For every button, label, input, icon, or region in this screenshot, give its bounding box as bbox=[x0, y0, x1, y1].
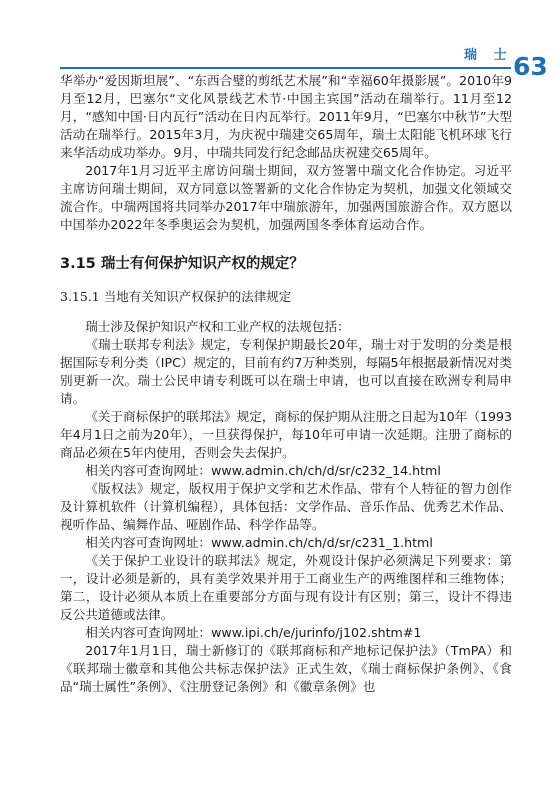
paragraph-design-url: 相关内容可查询网址：www.ipi.ch/e/jurinfo/j102.shtm#1 bbox=[85, 625, 422, 640]
paragraph-trademark-law: 《关于商标保护的联邦法》规定，商标的保护期从注册之日起为10年（1993年4月1日之前为20年），一旦获得保护，每10年可申请一次延期。注册了商标的商品必须在5年内使用，否则会失去保护。 bbox=[60, 409, 512, 460]
page-body bbox=[60, 72, 512, 696]
page-number: 63 bbox=[513, 52, 548, 81]
paragraph-cultural-agreement: 2017年1月习近平主席访问瑞士期间，双方签署中瑞文化合作协定。习近平主席访问瑞士期间，双方同意以签署新的文化合作协定为契机，加强文化领域交流合作。中瑞两国将共同举办2017年中瑞旅游年，加强两国旅游合作。双方愿以中国举办2022年冬季奥运会为契机，加强两国冬季体育运动合作。 bbox=[60, 163, 512, 232]
paragraph-trademark-url: 相关内容可查询网址：www.admin.ch/ch/d/sr/c232_14.html bbox=[85, 463, 441, 478]
header-divider bbox=[60, 67, 511, 69]
section-title: 3.15 瑞士有何保护知识产权的规定？ bbox=[60, 256, 304, 272]
paragraph-cultural-events: 华举办“爱因斯坦展”、“东西合璧的剪纸艺术展”和“幸福60年摄影展”。2010年9月至12月，巴塞尔“文化风景线艺术节·中国主宾国”活动在瑞举行。11月至12月，“感知中国·日内瓦行”活动在日内瓦举行。2011年9月，“巴塞尔中秋节”大型活动在瑞举行。2015年3月，为庆祝中瑞建交65周年，瑞士太阳能飞机环球飞行来华活动成功举办。9月，中瑞共同发行纪念邮品庆祝建交65周年。 bbox=[60, 73, 512, 160]
paragraph-copyright-url: 相关内容可查询网址：www.admin.ch/ch/d/sr/c231_1.html bbox=[85, 535, 433, 550]
paragraph-intro: 瑞士涉及保护知识产权和工业产权的法规包括： bbox=[85, 319, 350, 334]
paragraph-design-law: 《关于保护工业设计的联邦法》规定，外观设计保护必须满足下列要求：第一，设计必须是新的，具有美学效果并用于工商业生产的两维图样和三维物体；第二，设计必须从本质上在重要部分方面与现有设计有区别；第三，设计不得违反公共道德或法律。 bbox=[60, 553, 512, 622]
paragraph-patent-law: 《瑞士联邦专利法》规定，专利保护期最长20年，瑞士对于发明的分类是根据国际专利分类（IPC）规定的，目前有约7万种类别，每隔5年根据最新情况对类别更新一次。瑞士公民申请专利既可以在瑞士申请，也可以直接在欧洲专利局申请。 bbox=[60, 337, 512, 406]
running-header-country: 瑞 士 bbox=[464, 48, 513, 63]
subsection-title: 3.15.1 当地有关知识产权保护的法律规定 bbox=[60, 289, 292, 304]
paragraph-copyright-law: 《版权法》规定，版权用于保护文学和艺术作品、带有个人特征的智力创作及计算机软件（计算机编程），具体包括：文学作品、音乐作品、优秀艺术作品、视听作品、编舞作品、哑剧作品、科学作品等。 bbox=[60, 481, 512, 532]
paragraph-tmpa-2017: 2017年1月1日，瑞士新修订的《联邦商标和产地标记保护法》（TmPA）和《联邦瑞士徽章和其他公共标志保护法》正式生效，《瑞士商标保护条例》、《食品“瑞士属性”条例》、《注册登记条例》和《徽章条例》也 bbox=[60, 643, 512, 694]
